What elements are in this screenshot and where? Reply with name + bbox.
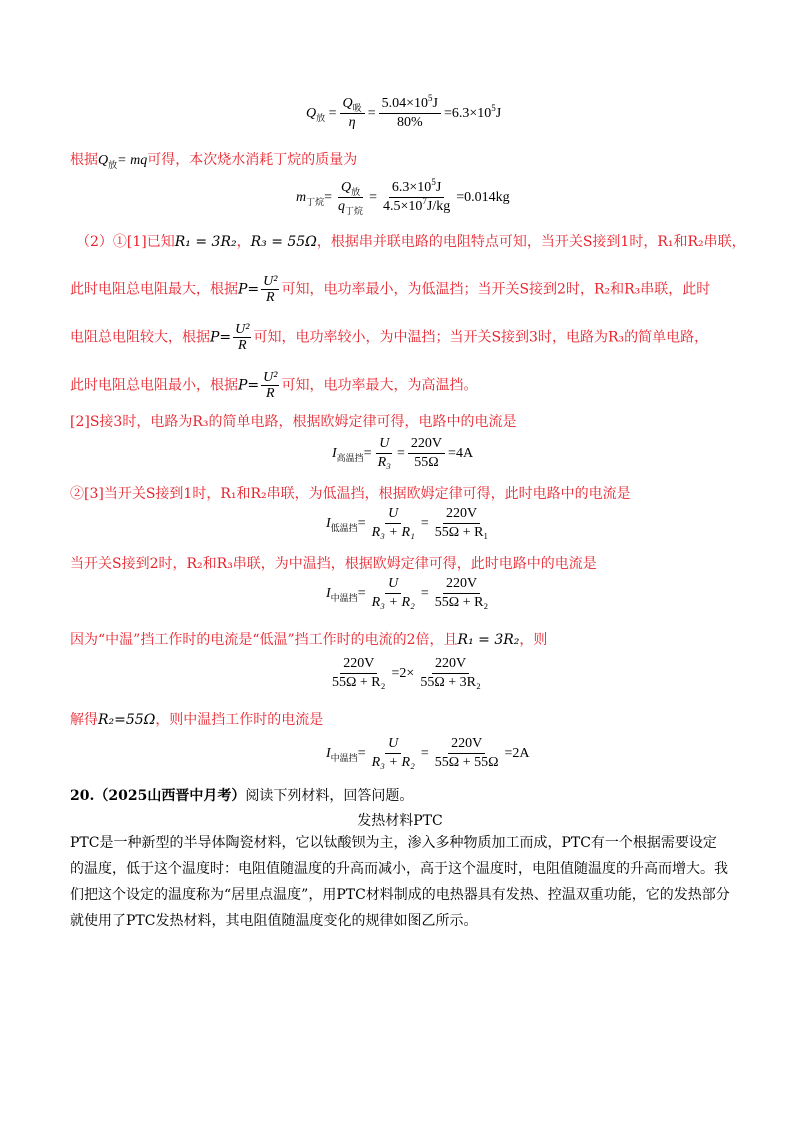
equation-mid-current-result: I 中温挡 = $\frac{U}{\text{R₃ + R₂}}$ = $\frac{220V}{55\Omega + 55\Omega}$ =2A — [326, 736, 530, 770]
article-title: 发热材料PTC — [357, 813, 443, 829]
article-body: PTC是一种新型的半导体陶瓷材料，它以钛酸钡为主，渗入多种物质加工而成，PTC有一个根据需要设定的温度，低于这个温度时：电阻值随温度的升高而减小，高于这个温度时，电阻值随温度的升高而增大。我们把这个设定的温度称为“居里点温度”，用PTC材料制成的电热器具有发热、控温双重功能，它的发热部分就使用了PTC发热材料，其电阻值随温度变化的规律如图乙所示。 — [70, 835, 730, 929]
equation-heat-released: Q 放 = $\frac{Q_吸}{\eta}$ = $\frac{5.04\times 10^5J}{80\%}$ $=6.3\times 10^5J$ — [306, 93, 502, 130]
text-line-high-temp: [2]S接3时，电路为R₃的简单电路，根据欧姆定律可得，电路中的电流是 — [70, 414, 517, 430]
equation-mid-current: I 中温挡 = $\frac{U}{\text{R₃ + R₂}}$ = $\frac{220V}{\text{55Ω + R₂}}$ — [326, 576, 489, 610]
text-line-ratio: 因为“中温”挡工作时的电流是“低温”挡工作时的电流的2倍，且R₁ = 3R₂，则 — [70, 632, 548, 648]
text-line-p1-1: （2）①[1]已知R₁ = 3R₂，R₃ = 55Ω，根据串并联电路的电阻特点可知，当开关S接到1时，R₁和R₂串联， — [76, 234, 746, 250]
text-line-low-temp: ②[3]当开关S接到1时，R₁和R₂串联，为低温挡，根据欧姆定律可得，此时电路中的电流是 — [70, 486, 631, 502]
equation-high-current: I 高温挡 = $\frac{U}{\text{R₃}}$ = $\frac{220V}{55\Omega}$ =4A — [332, 436, 474, 470]
text-line-p1-4: 此时电阻总电阻最小，根据P= $\frac{\text{U²}}{R}$ 可知，电功率最大，为高温挡。 — [70, 370, 478, 401]
equation-low-current: I 低温挡 = $\frac{U}{\text{R₃ + R₁}}$ = $\frac{220V}{\text{55Ω + R₁}}$ — [326, 506, 489, 540]
eq-lhs: Q — [306, 105, 317, 121]
equation-butane-mass: m 丁烷 = $\frac{Q_放}{q_{丁烷}}$ = $\frac{6.3\times 10^5J}{4.5\times 10^7J/kg}$ =0.014kg — [296, 177, 510, 216]
equation-ratio: $\frac{220V}{\text{55Ω + R₂}}$ =2× $\frac{220V}{\text{55Ω + 3R₂}}$ — [332, 656, 481, 690]
eq-sub: 放 — [316, 113, 326, 123]
question-20-header: 20.（2025山西晋中月考）阅读下列材料，回答问题。 — [70, 788, 414, 804]
text-line-mid-temp: 当开关S接到2时，R₂和R₃串联，为中温挡，根据欧姆定律可得，此时电路中的电流是 — [70, 556, 597, 572]
text-line-mass-intro: 根据$Q_放=$ mq可得，本次烧水消耗丁烷的质量为 — [70, 152, 358, 171]
text-line-p1-2: 此时电阻总电阻最大，根据P= $\frac{\text{U²}}{R}$ 可知，电功率最小，为低温挡；当开关S接到2时，R₂和R₃串联，此时 — [70, 274, 711, 305]
text-line-p1-3: 电阻总电阻较大，根据P= $\frac{\text{U²}}{R}$ 可知，电功率较小，为中温挡；当开关S接到3时，电路为R₃的简单电路， — [70, 322, 709, 353]
text-line-solve: 解得R₂=55Ω，则中温挡工作时的电流是 — [70, 712, 324, 728]
